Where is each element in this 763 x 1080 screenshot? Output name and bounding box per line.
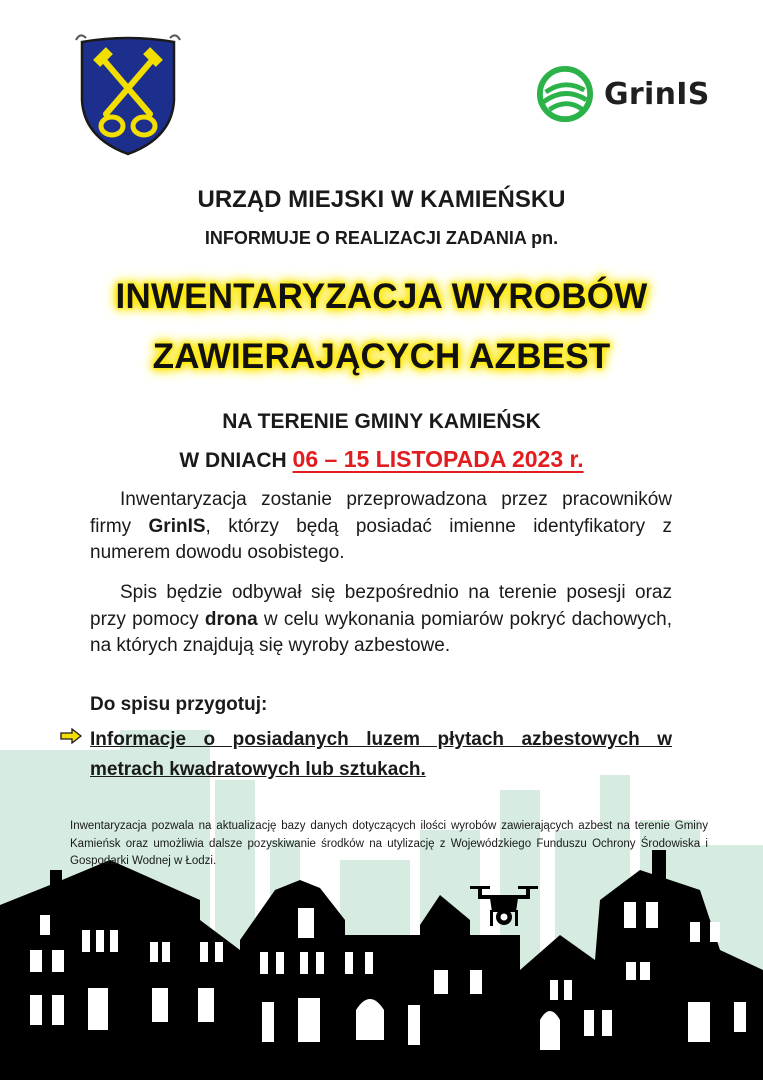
issuer-heading: URZĄD MIEJSKI W KAMIEŃSKU (197, 186, 566, 213)
paragraph-text: Spis będzie odbywał się bezpośrednio na terenie posesji oraz przy pomocy (90, 582, 672, 630)
paragraph-drone (90, 580, 672, 660)
date-range: 06 – 15 LISTOPADA 2023 r. (292, 446, 584, 472)
footnote: Inwentaryzacja pozwala na aktualizację bazy danych dotyczących ilości wyrobów zawierających azbest na terenie Gminy Kamieńsk oraz umożliwia dalsze pozyskiwanie środków na utylizację z Wojewódzkiego Funduszu Ochrony Środowiska i Gospodarki Wodnej w Łodzi. (70, 820, 708, 867)
grinis-logo (536, 64, 710, 124)
intro-heading: INFORMUJE O REALIZACJI ZADANIA pn. (204, 228, 559, 248)
dates-heading (0, 446, 763, 473)
drone-icon (468, 884, 540, 934)
drone-word: drona (204, 608, 258, 630)
company-name: GrinIS (148, 515, 206, 537)
preparation-heading: Do spisu przygotuj: (90, 694, 268, 715)
dates-prefix: W DNIACH (179, 449, 287, 472)
arrow-right-icon (60, 728, 82, 744)
paragraph-text: Inwentaryzacja zostanie przeprowadzona przez pracowników firmy (90, 489, 672, 537)
partner-name: GrinIS (604, 76, 710, 112)
grinis-globe-icon (536, 65, 594, 123)
paragraph-text: w celu wykonania pomiarów pokryć dachowych, na których znajdują się wyroby azbestowe. (90, 608, 673, 656)
preparation-item: Informacje o posiadanych luzem płytach azbestowych w metrach kwadratowych lub sztukach. (90, 729, 672, 780)
task-title-line1: INWENTARYZACJA WYROBÓW (115, 277, 648, 316)
paragraph-text: , którzy będą posiadać imienne identyfikatory z numerem dowodu osobistego. (90, 515, 672, 563)
paragraph-inspectors (90, 487, 672, 567)
area-heading: NA TERENIE GMINY KAMIEŃSK (222, 410, 541, 433)
municipal-crest-icon (72, 30, 184, 158)
task-title-line2: ZAWIERAJĄCYCH AZBEST (152, 337, 611, 376)
